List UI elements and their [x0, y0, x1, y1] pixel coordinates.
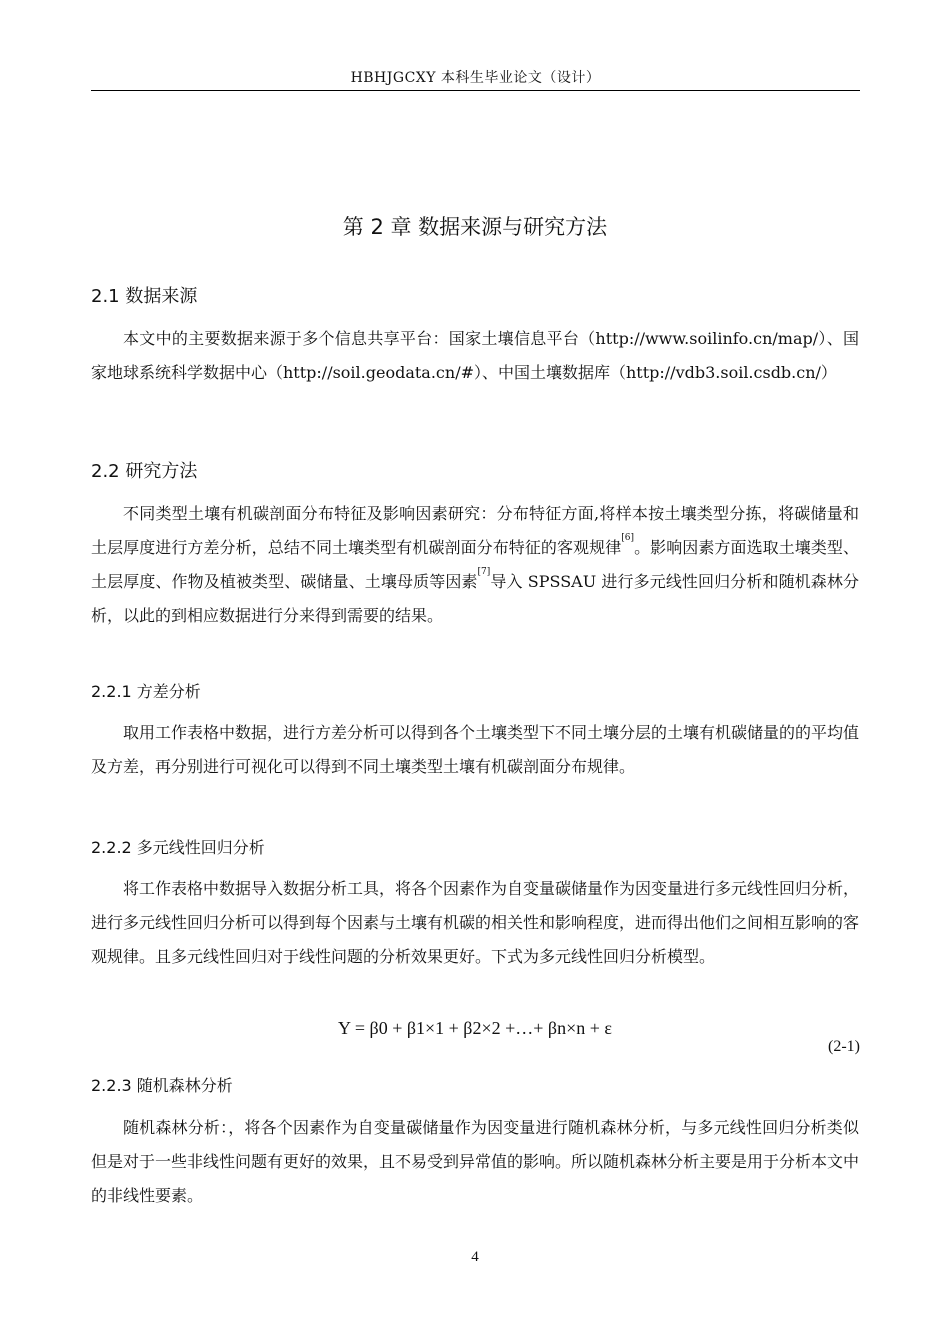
chapter-title: 第 2 章 数据来源与研究方法 [342, 215, 608, 239]
paragraph-text-part-2: 。影响因素方面选取土壤类型、土层厚度、作物及植被类型、碳储量、土壤母质等因素 [91, 538, 859, 591]
section-2-2-heading: 2.2 研究方法 [91, 461, 198, 482]
section-2-2-2-heading: 2.2.2 多元线性回归分析 [91, 838, 265, 857]
section-2-2-1-heading: 2.2.1 方差分析 [91, 682, 201, 701]
paragraph-text-part-3: 导入 SPSSAU 进行多元线性回归分析和随机森林分析，以此的到相应数据进行分来得到需要的结果。 [91, 572, 859, 625]
citation-7: [7] [477, 567, 491, 577]
section-2-2-3-heading: 2.2.3 随机森林分析 [91, 1076, 233, 1095]
section-2-2-1-paragraph: 取用工作表格中数据，进行方差分析可以得到各个土壤类型下不同土壤分层的土壤有机碳储量的的平均值及方差，再分别进行可视化可以得到不同土壤类型土壤有机碳剖面分布规律。 [91, 723, 860, 776]
section-2-2-paragraph [91, 497, 859, 633]
running-header: HBHJGCXY 本科生毕业论文（设计） [91, 66, 860, 91]
section-2-1-heading: 2.1 数据来源 [91, 286, 198, 307]
section-2-2-2-paragraph: 将工作表格中数据导入数据分析工具，将各个因素作为自变量碳储量作为因变量进行多元线性回归分析，进行多元线性回归分析可以得到每个因素与土壤有机碳的相关性和影响程度，进而得出他们之间相互影响的客观规律。且多元线性回归对于线性问题的分析效果更好。下式为多元线性回归分析模型。 [91, 879, 860, 966]
equation-number: (2-1) [828, 1038, 860, 1055]
paragraph-text-part-1: 不同类型土壤有机碳剖面分布特征及影响因素研究：分布特征方面,将样本按土壤类型分拣，将碳储量和土层厚度进行方差分析，总结不同土壤类型有机碳剖面分布特征的客观规律 [91, 504, 859, 557]
section-2-1-paragraph: 本文中的主要数据来源于多个信息共享平台：国家土壤信息平台（http://www.soilinfo.cn/map/）、国家地球系统科学数据中心（http://soil.geodata.cn/#）、中国土壤数据库（http://vdb3.soil.csdb.cn/） [91, 329, 859, 382]
citation-6: [6] [621, 533, 635, 543]
section-2-2-3-paragraph: 随机森林分析：，将各个因素作为自变量碳储量作为因变量进行随机森林分析，与多元线性回归分析类似但是对于一些非线性问题有更好的效果，且不易受到异常值的影响。所以随机森林分析主要是用于分析本文中的非线性要素。 [91, 1118, 860, 1205]
regression-formula: Y = β0 + β1×1 + β2×2 +…+ βn×n + ε [338, 1018, 612, 1038]
page-number: 4 [471, 1249, 479, 1265]
